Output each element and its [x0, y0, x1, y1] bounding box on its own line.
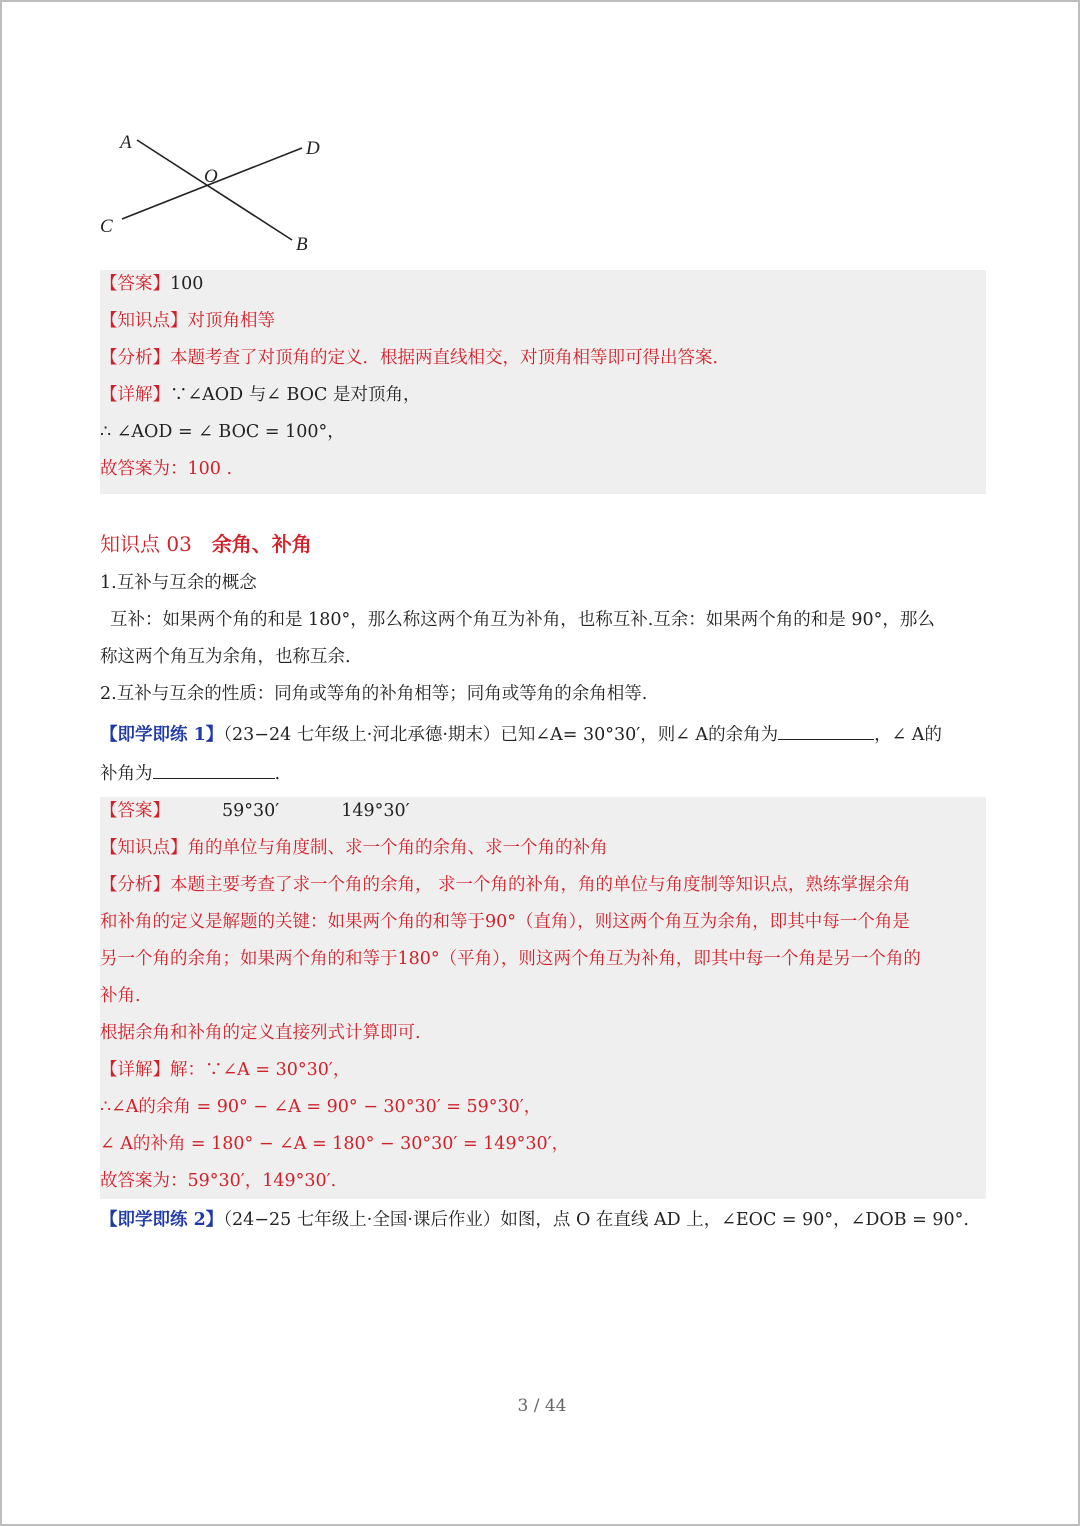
analysis-tag: 【分析】: [100, 348, 170, 368]
detail-2-text-1: 解：∵∠A = 30°30′，: [170, 1060, 351, 1080]
exercise-1-question: 已知∠A= 30°30′，则∠ A的余角为: [500, 725, 779, 745]
label-b: B: [296, 234, 308, 255]
intersecting-lines-figure: [94, 124, 334, 260]
answer-2-line: [100, 793, 992, 830]
knowledge-text: 对顶角相等: [187, 311, 275, 331]
analysis-2-text-1: 本题主要考查了求一个角的余角， 求一个角的补角，角的单位与角度制等知识点，熟练掌握余角: [170, 875, 911, 895]
label-d: D: [306, 138, 320, 159]
knowledge-2-tag: 【知识点】: [100, 838, 188, 858]
concept-heading-1: 1.互补与互余的概念: [100, 573, 257, 593]
page-number: 3 / 44: [517, 1396, 567, 1416]
exercise-1-blank-2[interactable]: [153, 760, 275, 779]
exercise-1-source: （23−24 七年级上·河北承德·期末）: [223, 725, 501, 745]
label-a: A: [120, 132, 132, 153]
analysis-2-tag: 【分析】: [100, 875, 170, 895]
analysis-line: [100, 340, 992, 377]
analysis-2-line-1: [100, 867, 992, 904]
section-name: 余角、补角: [211, 532, 312, 556]
exercise-1-question-c: 补角为: [100, 764, 153, 784]
exercise-2-question: 如图，点 O 在直线 AD 上，∠EOC = 90°，∠DOB = 90°.: [500, 1210, 969, 1230]
exercise-2-tag: 【即学即练 2】: [100, 1210, 224, 1230]
detail-text-1: ∵∠AOD 与∠ BOC 是对顶角，: [170, 385, 421, 405]
answer-value: 100: [170, 274, 204, 294]
detail-tag: 【详解】: [100, 385, 170, 405]
exercise-1-question-d: .: [274, 764, 281, 784]
section-number: 知识点 03: [100, 532, 192, 556]
answer-2-value-2: 149°30′: [341, 801, 410, 821]
analysis-2-line-3: 另一个角的余角；如果两个角的和等于180°（平角），则这两个角互为补角，即其中每一个角是另一个角的: [100, 949, 921, 969]
analysis-2-line-2: 和补角的定义是解题的关键：如果两个角的和等于90°（直角），则这两个角互为余角，即其中每一个角是: [100, 912, 910, 932]
answer-2-tag: 【答案】: [100, 801, 170, 821]
section-title: [100, 526, 312, 562]
exercise-1-question-b: ，∠ A的: [874, 725, 942, 745]
exercise-1-line-1: [100, 717, 992, 754]
analysis-text: 本题考查了对顶角的定义．根据两直线相交，对顶角相等即可得出答案．: [170, 348, 730, 368]
detail-2-line-3: ∠ A的补角 = 180° − ∠A = 180° − 30°30′ = 149°30′，: [100, 1134, 570, 1154]
exercise-1-tag: 【即学即练 1】: [100, 725, 224, 745]
answer-2-value-1: 59°30′: [222, 801, 280, 821]
exercise-2-line: [100, 1202, 992, 1239]
exercise-2-source: （24−25 七年级上·全国·课后作业）: [223, 1210, 501, 1230]
answer-line: [100, 266, 992, 303]
detail-2-line-4: 故答案为：59°30′，149°30′.: [100, 1171, 337, 1191]
line-ab: [137, 140, 292, 240]
answer-tag: 【答案】: [100, 274, 170, 294]
detail-2-line-1: [100, 1052, 992, 1089]
knowledge-2-line: [100, 830, 992, 867]
concept-heading-2: 2.互补与互余的性质：同角或等角的补角相等；同角或等角的余角相等.: [100, 684, 648, 704]
exercise-1-blank-1[interactable]: [778, 721, 874, 740]
exercise-1-line-2: [100, 756, 992, 793]
concept-paragraph-line-2: 称这两个角互为余角，也称互余.: [100, 647, 351, 667]
knowledge-2-text: 角的单位与角度制、求一个角的余角、求一个角的补角: [187, 838, 608, 858]
label-c: C: [100, 216, 113, 237]
detail-2-tag: 【详解】: [100, 1060, 170, 1080]
detail-line-3: 故答案为：100 .: [100, 459, 233, 479]
detail-line-1: [100, 377, 992, 414]
knowledge-tag: 【知识点】: [100, 311, 188, 331]
knowledge-line: [100, 303, 992, 340]
analysis-2-line-4: 补角.: [100, 986, 141, 1006]
analysis-2-line-5: 根据余角和补角的定义直接列式计算即可.: [100, 1023, 421, 1043]
label-o: O: [204, 166, 218, 187]
detail-2-line-2: ∴∠A的余角 = 90° − ∠A = 90° − 30°30′ = 59°30′，: [100, 1097, 542, 1117]
concept-paragraph-line-1: 互补：如果两个角的和是 180°，那么称这两个角互为补角，也称互补.互余：如果两个角的和是 90°，那么: [110, 610, 935, 630]
detail-line-2: ∴ ∠AOD = ∠ BOC = 100°，: [100, 422, 345, 442]
